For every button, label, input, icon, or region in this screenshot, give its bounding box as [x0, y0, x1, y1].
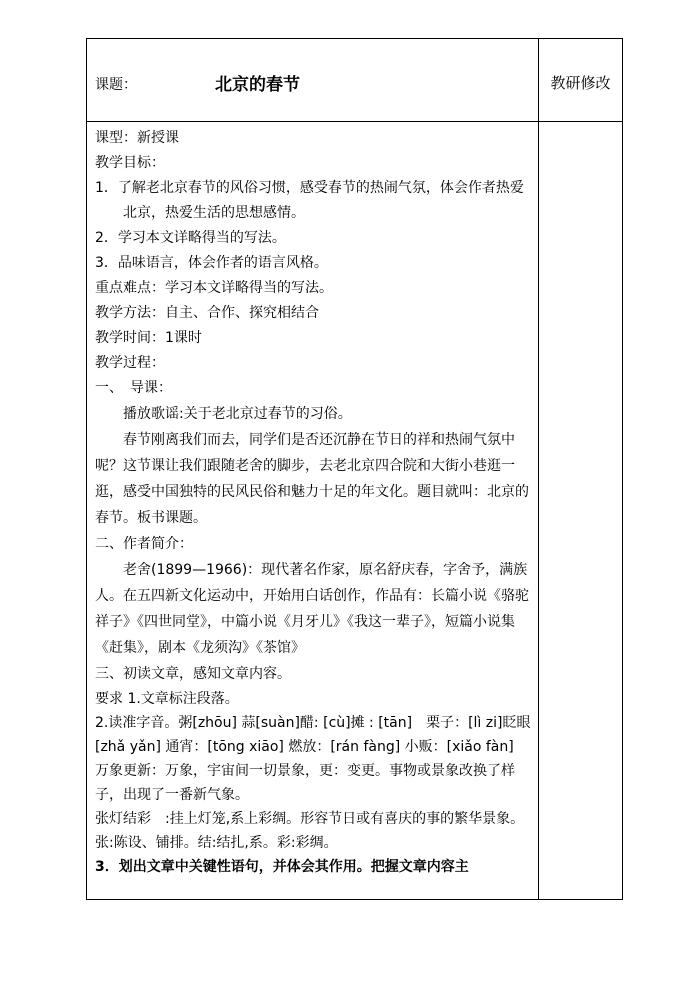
teaching-time: 教学时间：1课时 [95, 330, 202, 346]
objective-3: 3．品味语言，体会作者的语言风格。 [95, 255, 328, 271]
key-points: 重点难点：学习本文详略得当的写法。 [95, 280, 333, 296]
section-1-heading: 一、 导课： [95, 380, 172, 396]
objective-1: 1．了解老北京春节的风俗习惯，感受春节的热闹气氛，体会作者热爱北京，热爱生活的思想感情。 [95, 180, 524, 221]
lesson-plan-table [86, 38, 623, 900]
header-title-cell [87, 39, 539, 122]
intro-song: 播放歌谣:关于老北京过春节的习俗。 [123, 406, 352, 422]
requirement-1: 要求 1.文章标注段落。 [95, 691, 239, 707]
content-cell [87, 122, 539, 900]
objectives-heading: 教学目标： [95, 155, 165, 171]
section-3-heading: 三、初读文章，感知文章内容。 [95, 666, 291, 682]
pronunciation-list: 2.读准字音。粥[zhōu] 蒜[suàn]醋: [cù]摊 : [tān] 栗子：[lì zi]眨眼[zhǎ yǎn] 通宵：[tōng xiāo] 燃放：[rán fàng] 小贩：[xiǎo fàn] [95, 715, 531, 755]
course-type: 课型：新授课 [95, 130, 179, 146]
lesson-title: 北京的春节 [215, 75, 300, 95]
content-row [87, 122, 623, 900]
section-2-heading: 二、作者简介： [95, 536, 193, 552]
vocab-wanxiang: 万象更新：万象，宇宙间一切景象，更：变更。事物或景象改换了样子，出现了一番新气象。 [95, 763, 515, 803]
objective-2: 2．学习本文详略得当的写法。 [95, 230, 286, 246]
revision-label: 教研修改 [550, 74, 611, 92]
vocab-zhangdeng: 张灯结彩 :挂上灯笼,系上彩绸。形容节日或有喜庆的事的繁华景象。 张:陈设、铺排。结:结扎,系。彩:彩绸。 [95, 811, 525, 851]
revision-cell [539, 122, 623, 900]
author-bio: 老舍(1899—1966)：现代著名作家，原名舒庆春，字舍予，满族人。在五四新文化运动中，开始用白话创作，作品有：长篇小说《骆驼祥子》《四世同堂》，中篇小说《月牙儿》《我这一辈子》，短篇小说集《赶集》，剧本《龙须沟》《茶馆》 [95, 562, 529, 656]
revision-header-cell [539, 39, 623, 122]
topic-label: 课题： [95, 77, 137, 93]
teaching-method: 教学方法：自主、合作、探究相结合 [95, 305, 319, 321]
lesson-content [87, 122, 538, 879]
requirement-3: 3．划出文章中关键性语句，并体会其作用。把握文章内容主 [95, 859, 469, 875]
header-row [87, 39, 623, 122]
intro-paragraph: 春节刚离我们而去，同学们是否还沉静在节日的祥和热闹气氛中呢？这节课让我们跟随老舍的脚步，去老北京四合院和大街小巷逛一逛，感受中国独特的民风民俗和魅力十足的年文化。题目就叫：北京的春节。板书课题。 [95, 432, 529, 526]
process-heading: 教学过程： [95, 355, 165, 371]
